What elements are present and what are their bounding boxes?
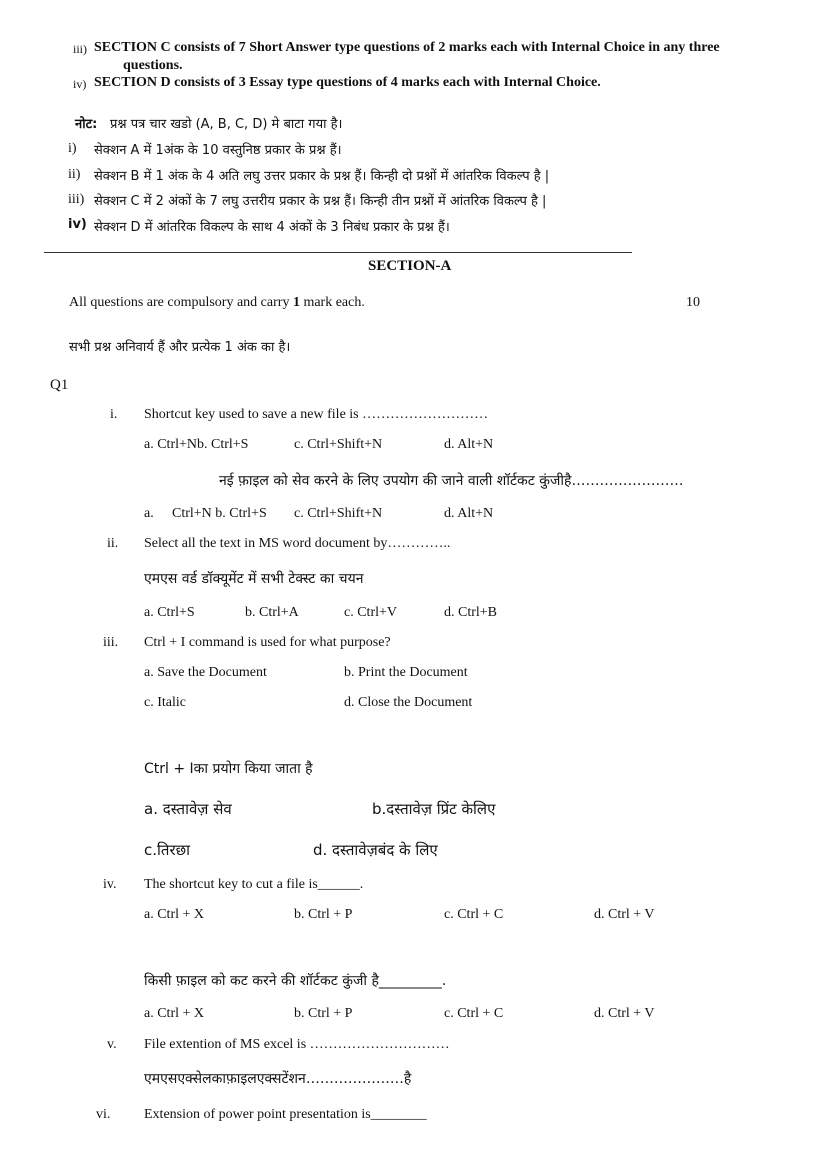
hindi-item-text: सेक्शन D में आंतरिक विकल्प के साथ 4 अंकों के 3 निबंध प्रकार के प्रश्न हैं। [94,220,450,235]
option: a. Ctrl+Nb. Ctrl+S [144,437,249,452]
question-number: iv. [103,877,117,892]
option: d. Alt+N [444,437,494,452]
question-text-hindi: किसी फ़ाइल को कट करने की शॉर्टकट कुंजी है_________. [144,973,447,989]
option: b. Print the Document [344,665,468,680]
section-instruction-hi: सभी प्रश्न अनिवार्य हैं और प्रत्येक 1 अंक का है। [69,340,291,355]
section-marks: 10 [686,295,700,310]
question-text-hindi: एमएस वर्ड डॉक्यूमेंट में सभी टेक्स्ट का चयन [144,571,364,587]
question-text: Select all the text in MS word document by………….. [144,536,451,551]
option: c. Ctrl+Shift+N [294,437,383,452]
option-hindi: a. दस्तावेज़ सेव [144,800,232,818]
option-hindi: b.दस्तावेज़ प्रिंट केलिए [372,800,496,818]
section-title: SECTION-A [368,258,452,274]
hindi-item-text: सेक्शन A में 1अंक के 10 वस्तुनिष्ठ प्रकार के प्रश्न हैं। [94,143,342,158]
option: c. Ctrl+V [344,605,397,620]
hindi-note-text: प्रश्न पत्र चार खडो (A, B, C, D) मे बाटा गया है। [110,117,343,132]
hindi-item-number: i) [68,141,77,156]
question-number: iii. [103,635,119,650]
question-number: vi. [96,1107,111,1122]
option: c. Ctrl + C [444,1006,504,1021]
question-text-hindi: नई फ़ाइल को सेव करने के लिए उपयोग की जाने वाली शॉर्टकट कुंजीहै…………………… [219,473,684,489]
hindi-item-number: iii) [68,192,85,207]
hindi-note-label: नोट: [75,117,98,132]
option-hindi: d. दस्तावेज़बंद के लिए [313,841,438,859]
question-text: File extention of MS excel is ………………………… [144,1037,450,1052]
option: a. Save the Document [144,665,267,680]
option: b. Ctrl + P [294,907,353,922]
option: c. Ctrl+Shift+N [294,506,383,521]
question-text: Ctrl + I command is used for what purpose? [144,635,391,650]
hindi-item-text: सेक्शन C में 2 अंकों के 7 लघु उत्तरीय प्रकार के प्रश्न हैं। किन्ही तीन प्रश्नों में आंतरिक विकल्प है | [94,194,547,209]
option: d. Ctrl + V [594,1006,655,1021]
divider-line [44,252,632,253]
question-text: Extension of power point presentation is________ [144,1107,427,1122]
question-number: i. [110,407,118,422]
instruction-iii-number: iii) [73,42,87,56]
question-text-hindi: Ctrl + Iका प्रयोग किया जाता है [144,761,313,777]
hindi-item-number: ii) [68,167,81,182]
instruction-iv-number: iv) [73,77,87,91]
option: a. Ctrl+S [144,605,195,620]
instruction-iii-continuation: questions. [123,58,183,73]
option: a. [144,506,154,521]
option: a. Ctrl + X [144,907,204,922]
option: d. Ctrl + V [594,907,655,922]
option: b. Ctrl + P [294,1006,353,1021]
option: c. Italic [144,695,186,710]
instruction-iv-text: SECTION D consists of 3 Essay type questions of 4 marks each with Internal Choice. [94,75,601,90]
question-text: The shortcut key to cut a file is______. [144,877,364,892]
option: d. Ctrl+B [444,605,498,620]
option: d. Close the Document [344,695,473,710]
option-hindi: c.तिरछा [144,841,190,859]
option: c. Ctrl + C [444,907,504,922]
option: a. Ctrl + X [144,1006,204,1021]
option: b. Ctrl+A [245,605,299,620]
hindi-item-text: सेक्शन B में 1 अंक के 4 अति लघु उत्तर प्रकार के प्रश्न हैं। किन्ही दो प्रश्नों में आंतरिक विकल्प है | [94,169,550,184]
question-number: ii. [107,536,119,551]
question-text: Shortcut key used to save a new file is ……………………… [144,407,489,422]
option: d. Alt+N [444,506,494,521]
question-text-hindi: एमएसएक्सेलकाफ़ाइलएक्सटेंशन…………………है [144,1071,412,1087]
question-group-label: Q1 [50,377,69,393]
section-instruction-en: All questions are compulsory and carry 1 mark each. [69,295,365,310]
hindi-item-number: iv) [68,217,87,232]
instruction-iii-text: SECTION C consists of 7 Short Answer type questions of 2 marks each with Internal Choice in any three [94,40,720,55]
option: Ctrl+N b. Ctrl+S [172,506,267,521]
question-number: v. [107,1037,117,1052]
